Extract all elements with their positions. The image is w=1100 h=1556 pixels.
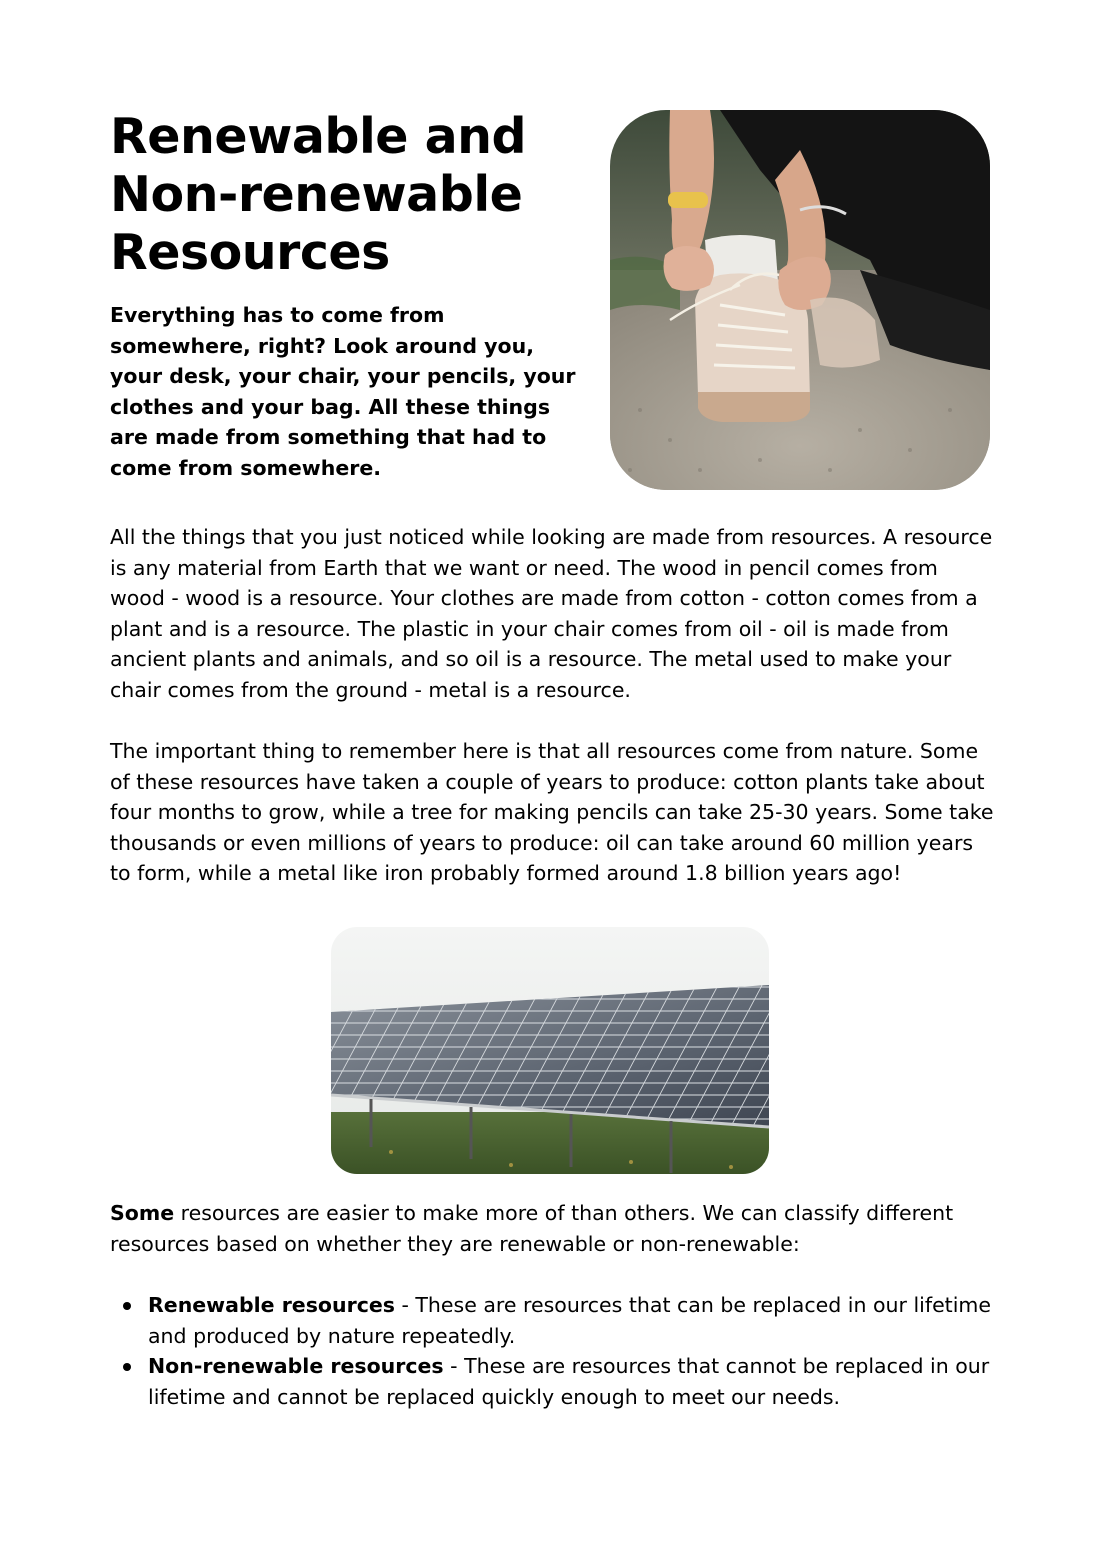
paragraph-classify [110, 1198, 995, 1259]
classify-text: resources are easier to make more of than others. We can classify different resources based on whether they are renewable or non-renewable: [110, 1201, 954, 1256]
paragraph-resources: All the things that you just noticed while looking are made from resources. A resource is any material from Earth that we want or need. The wood in pencil comes from wood - wood is a resource. Your clothes are made from cotton - cotton comes from a plant and is a resource. The plastic in your chair comes from oil - oil is made from ancient plants and animals, and so oil is a resource. The metal used to make your chair comes from the ground - metal is a resource. [110, 525, 993, 702]
term-non-renewable: Non-renewable resources [148, 1354, 444, 1379]
resource-types-list [110, 1290, 995, 1412]
list-item-renewable [110, 1290, 995, 1351]
list-item-non-renewable [110, 1351, 995, 1412]
paragraph-nature: The important thing to remember here is that all resources come from nature. Some of these resources have taken a couple of years to produce: cotton plants take about four months to grow, while a tree for making pencils can take 25-30 years. Some take thousands or even millions of years to produce: oil can take around 60 million years to form, while a metal like iron probably formed around 1.8 billion years ago! [110, 739, 994, 886]
bullet-icon [123, 1302, 131, 1310]
desc-renewable: - These are resources that can be replaced in our lifetime and produced by nature repeatedly. [148, 1293, 991, 1348]
page-title: Renewable and Non-renewable Resources [110, 108, 527, 281]
intro-text: Everything has to come from somewhere, right? Look around you, your desk, your chair, your pencils, your clothes and your bag. All these things are made from something that had to come from somewhere. [110, 303, 576, 480]
emphasis-some: Some [110, 1201, 175, 1225]
desc-non-renewable: - These are resources that cannot be replaced in our lifetime and cannot be replaced quickly enough to meet our needs. [148, 1354, 990, 1409]
term-renewable: Renewable resources [148, 1293, 395, 1317]
shoe-lacing-photo [610, 110, 990, 490]
solar-panels-photo [331, 927, 769, 1174]
bullet-icon [123, 1363, 131, 1371]
